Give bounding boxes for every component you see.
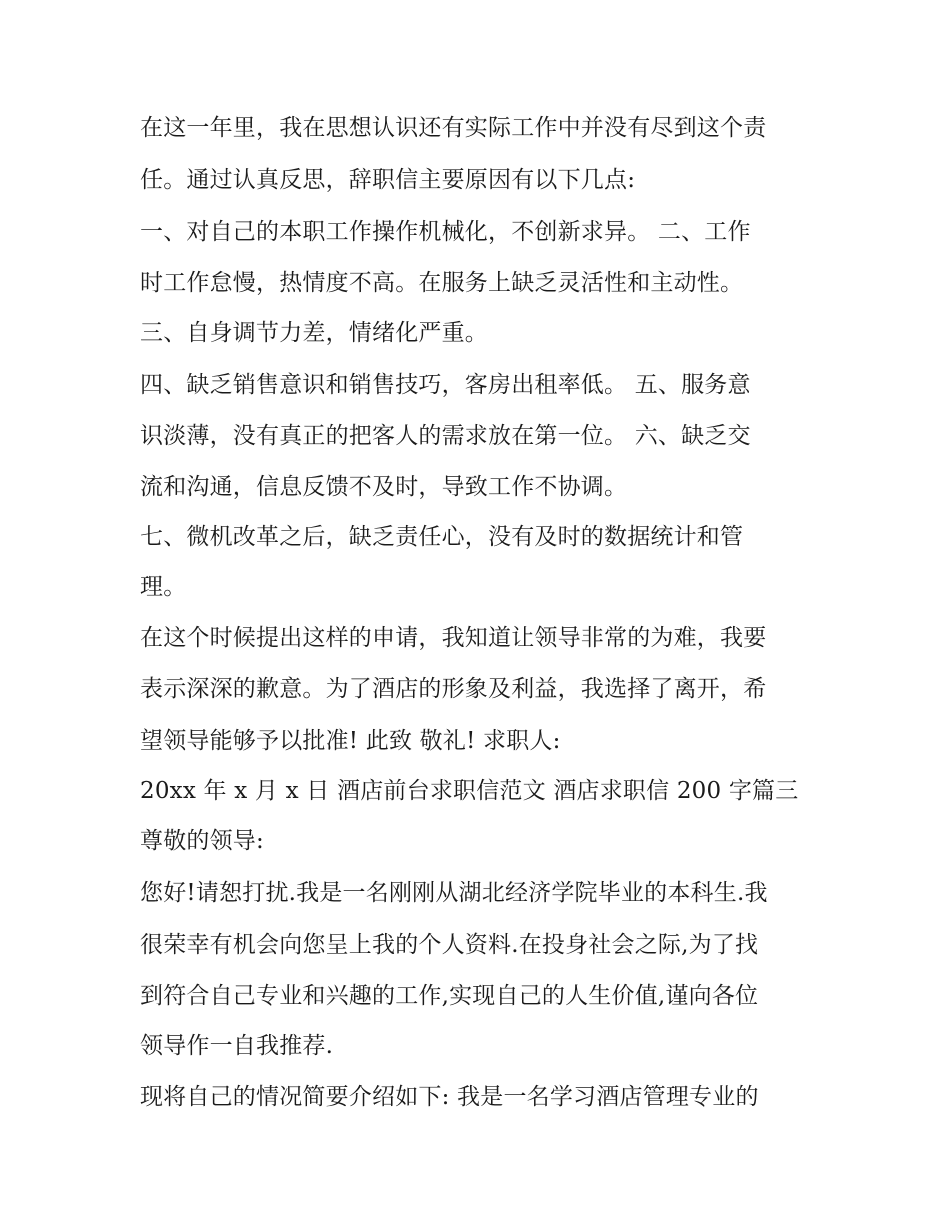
text-line: 四、缺乏销售意识和销售技巧，客房出租率低。 五、服务意 bbox=[140, 372, 751, 398]
text-line: 任。通过认真反思，辞职信主要原因有以下几点: bbox=[140, 167, 636, 193]
text-line: 很荣幸有机会向您呈上我的个人资料.在投身社会之际,为了找 bbox=[140, 932, 759, 958]
text-line: 现将自己的情况简要介绍如下: 我是一名学习酒店管理专业的 bbox=[140, 1084, 759, 1110]
text-line: 表示深深的歉意。为了酒店的形象及利益，我选择了离开，希 bbox=[140, 676, 767, 702]
text-line: 尊敬的领导: bbox=[140, 828, 264, 854]
text-line: 七、微机改革之后，缺乏责任心，没有及时的数据统计和管 bbox=[140, 524, 744, 550]
text-line: 您好!请恕打扰.我是一名刚刚从湖北经济学院毕业的本科生.我 bbox=[140, 880, 768, 906]
text-line: 识淡薄，没有真正的把客人的需求放在第一位。 六、缺乏交 bbox=[140, 423, 751, 449]
text-line: 在这一年里，我在思想认识还有实际工作中并没有尽到这个责 bbox=[140, 115, 767, 141]
text-line: 到符合自己专业和兴趣的工作,实现自己的人生价值,谨向各位 bbox=[140, 983, 759, 1009]
text-line: 一、对自己的本职工作操作机械化，不创新求异。 二、工作 bbox=[140, 219, 751, 245]
text-line: 时工作怠慢，热情度不高。在服务上缺乏灵活性和主动性。 bbox=[140, 270, 744, 296]
text-line: 三、自身调节力差，情绪化严重。 bbox=[140, 320, 488, 346]
text-line: 领导作一自我推荐. bbox=[140, 1033, 334, 1059]
text-line: 在这个时候提出这样的申请，我知道让领导非常的为难，我要 bbox=[140, 625, 767, 651]
text-line: 20xx 年 x 月 x 日 酒店前台求职信范文 酒店求职信 200 字篇三 bbox=[140, 778, 799, 804]
text-line: 望领导能够予以批准! 此致 敬礼! 求职人: bbox=[140, 728, 561, 754]
text-line: 流和沟通，信息反馈不及时，导致工作不协调。 bbox=[140, 474, 628, 500]
text-line: 理。 bbox=[140, 574, 187, 600]
